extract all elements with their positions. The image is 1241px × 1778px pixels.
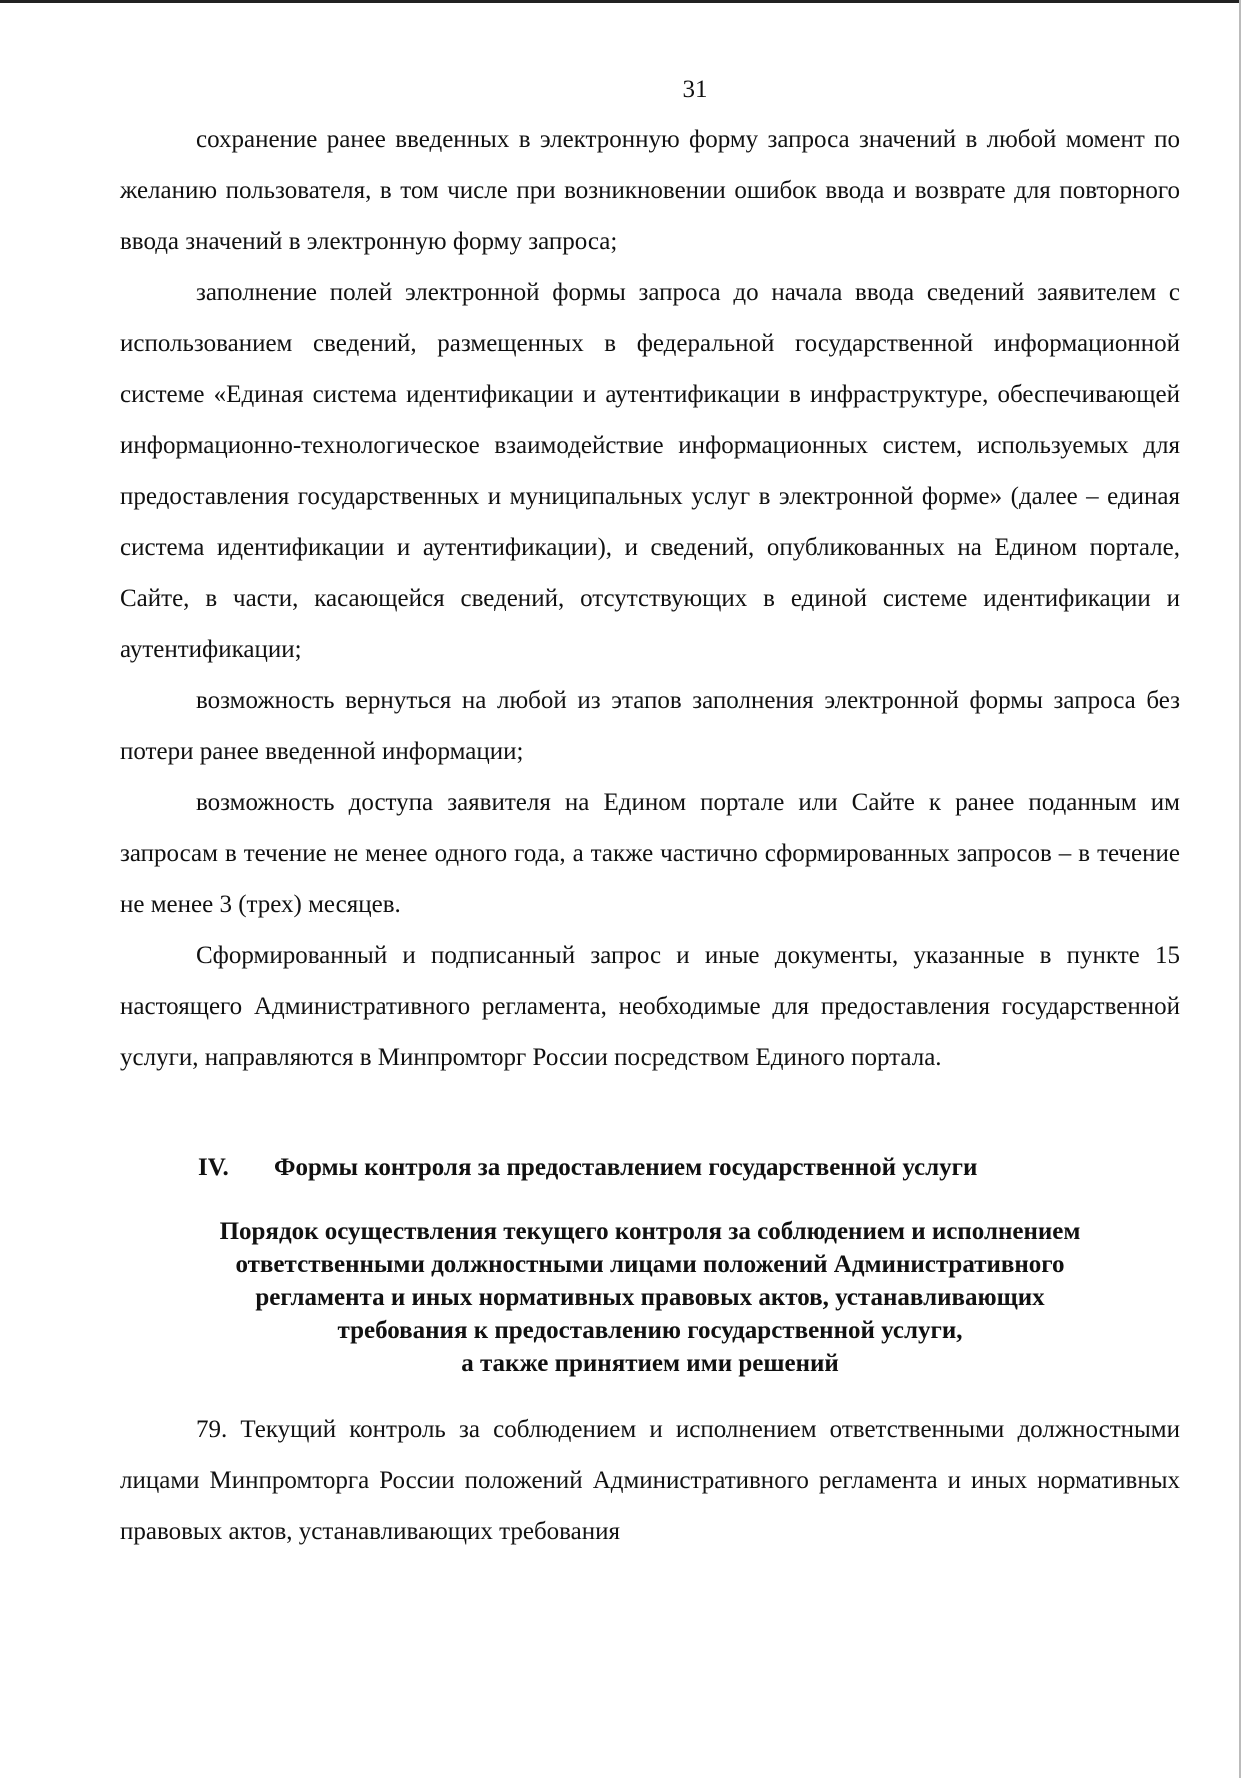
subheading-line: регламента и иных нормативных правовых актов, устанавливающих: [255, 1284, 1045, 1311]
paragraph-signed-request: Сформированный и подписанный запрос и иные документы, указанные в пункте 15 настоящего Административного регламента, необходимые для предоставления государственной услуги, направляются в Минпромторг России посредством Единого портала.: [120, 942, 1180, 1071]
page-number: 31: [682, 76, 708, 103]
document-page: [120, 72, 1180, 1557]
subheading-line: ответственными должностными лицами положений Административного: [235, 1251, 1065, 1278]
subheading-line: а также принятием ими решений: [461, 1350, 839, 1377]
paragraph-access-requests: возможность доступа заявителя на Едином портале или Сайте к ранее поданным им запросам в течение не менее одного года, а также частично сформированных запросов – в течение не менее 3 (трех) месяцев.: [120, 789, 1180, 918]
subheading-line: Порядок осуществления текущего контроля за соблюдением и исполнением: [219, 1218, 1081, 1245]
section-title: Формы контроля за предоставлением государственной услуги: [274, 1154, 978, 1181]
section-heading: [198, 1151, 1180, 1185]
paragraph-79: 79. Текущий контроль за соблюдением и исполнением ответственными должностными лицами Минпромторга России положений Административного регламента и иных нормативных правовых актов, устанавливающих требования: [120, 1416, 1180, 1545]
paragraph-prefill-fields: заполнение полей электронной формы запроса до начала ввода сведений заявителем с использованием сведений, размещенных в федеральной государственной информационной системе «Единая система идентификации и аутентификации в инфраструктуре, обеспечивающей информационно-технологическое взаимодействие информационных систем, используемых для предоставления государственных и муниципальных услуг в электронной форме» (далее – единая система идентификации и аутентификации), и сведений, опубликованных на Едином портале, Сайте, в части, касающейся сведений, отсутствующих в единой системе идентификации и аутентификации;: [120, 279, 1180, 663]
scan-edge-top: [0, 0, 1241, 3]
subheading-line: требования к предоставлению государственной услуги,: [337, 1317, 963, 1344]
subheading: [120, 1215, 1180, 1380]
section-number: IV.: [198, 1154, 229, 1181]
paragraph-saving-values: сохранение ранее введенных в электронную форму запроса значений в любой момент по желанию пользователя, в том числе при возникновении ошибок ввода и возврате для повторного ввода значений в электронную форму запроса;: [120, 126, 1180, 255]
paragraph-return-to-step: возможность вернуться на любой из этапов заполнения электронной формы запроса без потери ранее введенной информации;: [120, 687, 1180, 765]
